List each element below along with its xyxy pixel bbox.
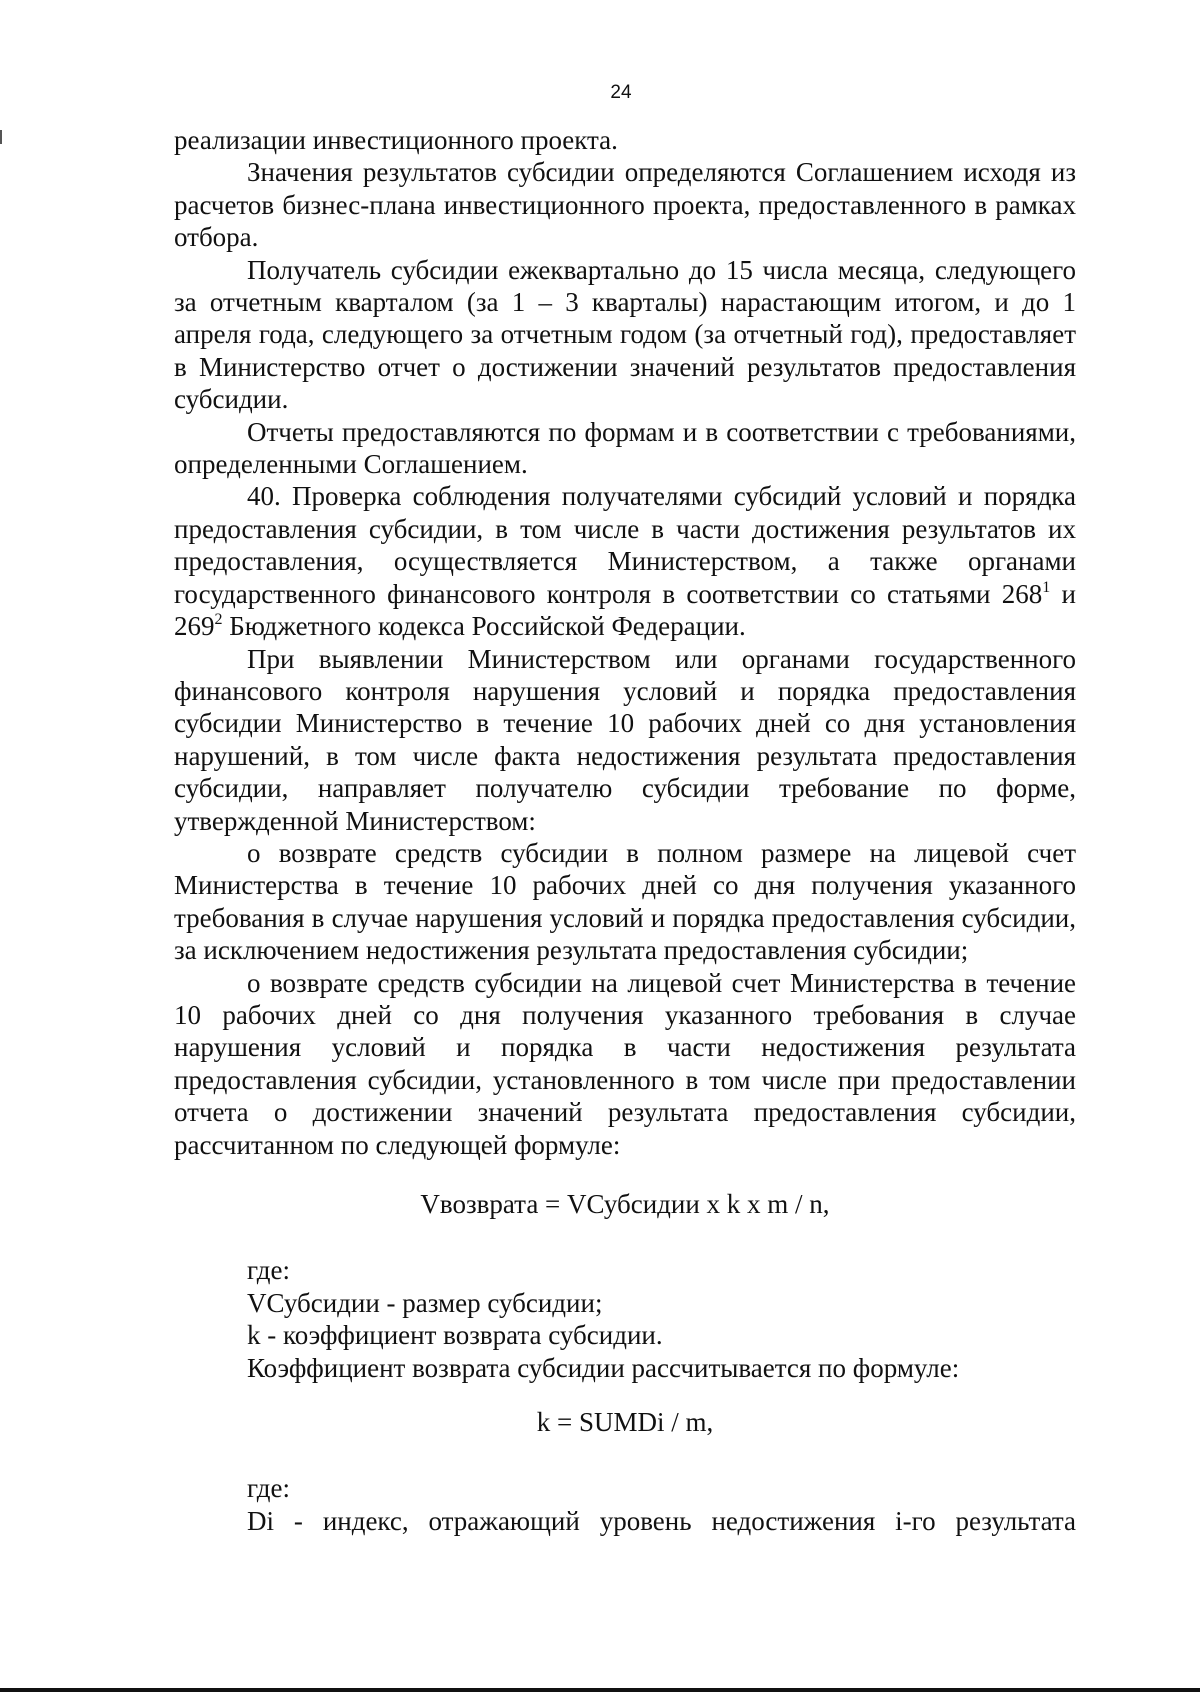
superscript-2: 2	[214, 611, 223, 629]
paragraph-full-refund: о возврате средств субсидии в полном размере на лицевой счет Министерства в течение 10 рабочих дней со дня получения указанного требования в случае нарушения условий и порядка предоставления субсидии, за исключением недостижения результата предоставления субсидии;	[174, 837, 1076, 966]
page-number: 24	[610, 82, 632, 103]
paragraph-continuation: реализации инвестиционного проекта.	[174, 125, 618, 155]
paragraph-result-values: Значения результатов субсидии определяются Соглашением исходя из расчетов бизнес-плана инвестиционного проекта, предоставленного в рамках отбора.	[174, 157, 1076, 253]
definition-k-formula-intro: Коэффициент возврата субсидии рассчитывается по формуле:	[247, 1352, 960, 1383]
formula-refund-coefficient: k = SUMDi / m,	[536, 1407, 714, 1438]
scan-edge-mark	[0, 130, 2, 144]
document-body	[174, 124, 1076, 1537]
definition-k: k - коэффициент возврата субсидии.	[247, 1320, 663, 1351]
scan-bottom-border	[0, 1688, 1200, 1692]
definition-di: Di - индекс, отражающий уровень недостижения i-го результата	[247, 1505, 1076, 1536]
paragraph-partial-refund: о возврате средств субсидии на лицевой счет Министерства в течение 10 рабочих дней со дня получения указанного требования в случае нарушения условий и порядка в части недостижения результата предоставления субсидии, установленного в том числе при предоставлении отчета о достижении значений результата предоставления субсидии, рассчитанном по следующей формуле:	[174, 967, 1076, 1160]
where-label-1: где:	[247, 1255, 290, 1286]
paragraph-40-text-b: и 269	[174, 578, 1076, 642]
paragraph-quarterly-report: Получатель субсидии ежеквартально до 15 числа месяца, следующего за отчетным кварталом (за 1 – 3 кварталы) нарастающим итогом, и до 1 апреля года, следующего за отчетным годом (за отчетный год), предоставляет в Министерство отчет о достижении значений результатов предоставления субсидии.	[174, 254, 1076, 415]
definition-vsubsidy: VСубсидии - размер субсидии;	[247, 1287, 603, 1318]
paragraph-report-forms: Отчеты предоставляются по формам и в соответствии с требованиями, определенными Соглашением.	[174, 416, 1076, 480]
paragraph-40-inspection	[174, 480, 1076, 642]
superscript-1: 1	[1042, 578, 1051, 596]
paragraph-violation-detection: При выявлении Министерством или органами государственного финансового контроля нарушения условий и порядка предоставления субсидии Министерство в течение 10 рабочих дней со дня установления нарушений, в том числе факта недостижения результата предоставления субсидии, направляет получателю субсидии требование по форме, утвержденной Министерством:	[174, 643, 1076, 836]
formula-refund-volume: Vвозврата = VСубсидии x k x m / n,	[420, 1189, 830, 1219]
paragraph-40-text-a: 40. Проверка соблюдения получателями субсидий условий и порядка предоставления субсидии, в том числе в части достижения результатов их предоставления, осуществляется Министерством, а также органами государственного финансового контроля в соответствии со статьями 268	[174, 481, 1076, 609]
paragraph-40-text-c: Бюджетного кодекса Российской Федерации.	[222, 611, 746, 642]
where-label-2: где:	[247, 1473, 290, 1504]
